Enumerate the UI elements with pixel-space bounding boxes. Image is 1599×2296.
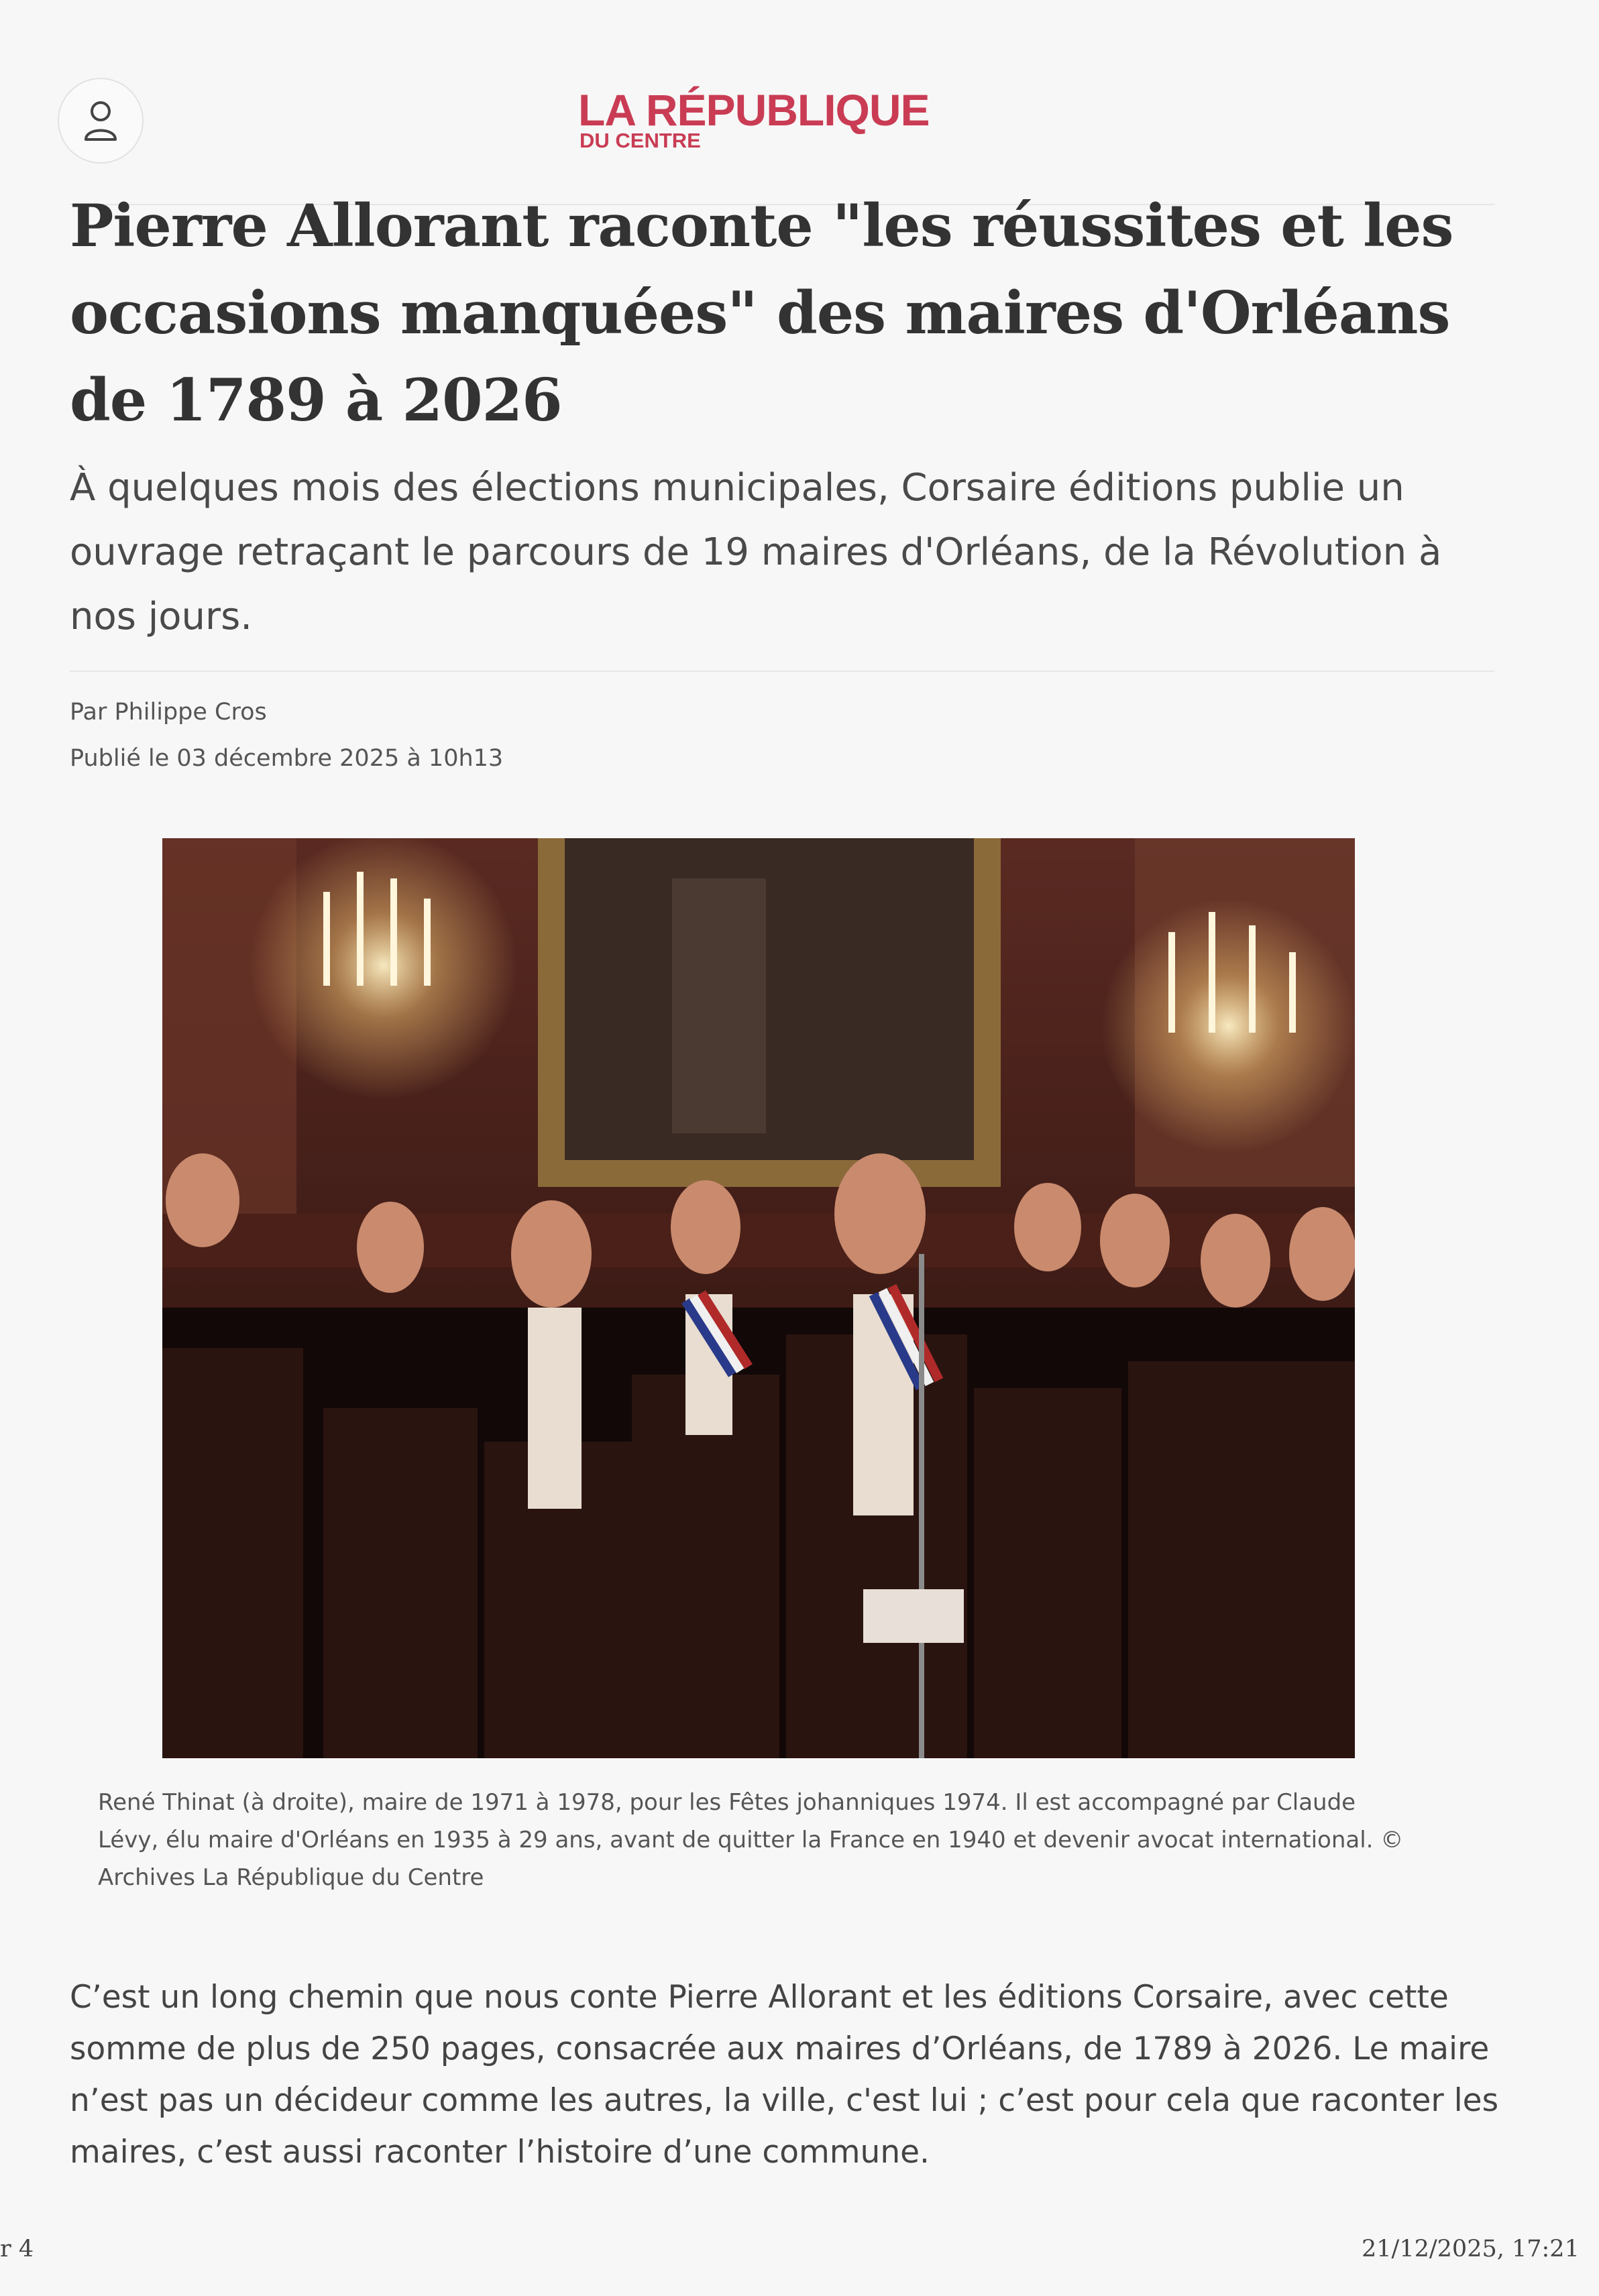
user-icon <box>80 98 121 144</box>
logo-main-text: LA RÉPUBLIQUE <box>578 85 930 135</box>
print-timestamp: 21/12/2025, 17:21 <box>1362 2236 1580 2262</box>
account-button[interactable] <box>58 78 144 164</box>
article-photo[interactable] <box>162 838 1355 1758</box>
lede-divider <box>70 671 1494 672</box>
publish-date: Publié le 03 décembre 2025 à 10h13 <box>70 745 504 772</box>
photo-caption: René Thinat (à droite), maire de 1971 à 1978, pour les Fêtes johanniques 1974. Il est accompagné par Claude Lévy, élu maire d'Orléans en 1935 à 29 ans, avant de quitter la France en 1940 et devenir avocat international. © Archives La République du Centre <box>98 1789 1404 1891</box>
article-body-paragraph: C’est un long chemin que nous conte Pierre Allorant et les éditions Corsaire, avec cette somme de plus de 250 pages, consacrée aux maires d’Orléans, de 1789 à 2026. Le maire n’est pas un décideur comme les autres, la ville, c'est lui ; c’est pour cela que raconter les maires, c’est aussi raconter l’histoire d’une commune. <box>70 1979 1499 2171</box>
article-headline: Pierre Allorant raconte "les réussites et les occasions manquées" des maires d'Orléans de 1789 à 2026 <box>70 191 1453 435</box>
photo-scene <box>162 838 1355 1758</box>
logo-sub-text: DU CENTRE <box>580 129 701 152</box>
article-lede: À quelques mois des élections municipales, Corsaire éditions publie un ouvrage retraçant le parcours de 19 maires d'Orléans, de la Révolution à nos jours. <box>70 466 1442 638</box>
site-logo[interactable] <box>578 84 954 158</box>
print-page-number: r 4 <box>0 2236 34 2262</box>
article-byline[interactable]: Par Philippe Cros <box>70 699 267 726</box>
